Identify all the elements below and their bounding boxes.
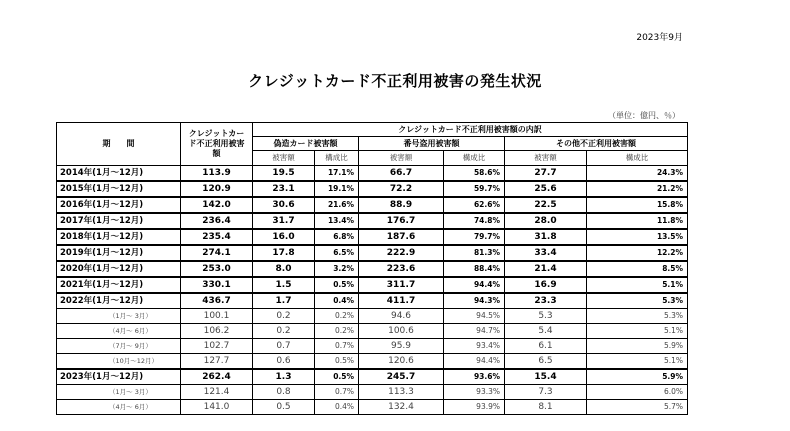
counterfeit-amount: 1.3 — [253, 369, 315, 385]
table-row-quarter — [57, 324, 688, 339]
number-theft-amount: 113.3 — [359, 385, 444, 400]
counterfeit-ratio: 0.5% — [315, 354, 359, 370]
sub-ratio: 構成比 — [587, 151, 688, 166]
other-ratio: 5.7% — [587, 400, 688, 415]
header-period: 期 間 — [57, 123, 181, 166]
period-cell: （1月～ 3月） — [57, 385, 181, 400]
period-cell: 2014年(1月～12月) — [57, 166, 181, 182]
table-row-year — [57, 166, 688, 182]
period-cell: 2018年(1月～12月) — [57, 229, 181, 245]
counterfeit-amount: 1.7 — [253, 293, 315, 309]
other-amount: 6.5 — [505, 354, 587, 370]
counterfeit-ratio: 19.1% — [315, 181, 359, 197]
sub-amount: 被害額 — [359, 151, 444, 166]
header-total: クレジットカード不正利用被害額 — [181, 123, 253, 166]
period-cell: （7月～ 9月） — [57, 339, 181, 354]
total-cell: 141.0 — [181, 400, 253, 415]
number-theft-amount: 72.2 — [359, 181, 444, 197]
table-row-year — [57, 245, 688, 261]
table-row-year — [57, 229, 688, 245]
table-row-quarter — [57, 400, 688, 415]
counterfeit-ratio: 6.5% — [315, 245, 359, 261]
counterfeit-ratio: 0.5% — [315, 277, 359, 293]
other-ratio: 6.0% — [587, 385, 688, 400]
counterfeit-ratio: 0.7% — [315, 385, 359, 400]
period-cell: （4月～ 6月） — [57, 324, 181, 339]
number-theft-ratio: 93.9% — [444, 400, 505, 415]
fraud-damage-table — [56, 122, 688, 415]
number-theft-ratio: 81.3% — [444, 245, 505, 261]
number-theft-amount: 132.4 — [359, 400, 444, 415]
counterfeit-amount: 0.2 — [253, 324, 315, 339]
total-cell: 106.2 — [181, 324, 253, 339]
other-amount: 16.9 — [505, 277, 587, 293]
other-ratio: 5.3% — [587, 293, 688, 309]
number-theft-amount: 120.6 — [359, 354, 444, 370]
total-cell: 236.4 — [181, 213, 253, 229]
period-cell: 2020年(1月～12月) — [57, 261, 181, 277]
report-date: 2023年9月 — [636, 33, 683, 43]
other-amount: 5.4 — [505, 324, 587, 339]
counterfeit-ratio: 0.2% — [315, 309, 359, 324]
table-row-quarter — [57, 339, 688, 354]
number-theft-ratio: 59.7% — [444, 181, 505, 197]
total-cell: 274.1 — [181, 245, 253, 261]
other-ratio: 5.1% — [587, 324, 688, 339]
total-cell: 102.7 — [181, 339, 253, 354]
total-cell: 330.1 — [181, 277, 253, 293]
other-amount: 5.3 — [505, 309, 587, 324]
period-cell: 2021年(1月～12月) — [57, 277, 181, 293]
counterfeit-amount: 8.0 — [253, 261, 315, 277]
other-amount: 31.8 — [505, 229, 587, 245]
total-cell: 142.0 — [181, 197, 253, 213]
other-amount: 7.3 — [505, 385, 587, 400]
table-row-year — [57, 369, 688, 385]
total-cell: 121.4 — [181, 385, 253, 400]
other-ratio: 12.2% — [587, 245, 688, 261]
table-row-year — [57, 213, 688, 229]
counterfeit-amount: 0.5 — [253, 400, 315, 415]
unit-note: （単位：億円、％） — [608, 111, 680, 120]
other-ratio: 5.9% — [587, 339, 688, 354]
counterfeit-amount: 23.1 — [253, 181, 315, 197]
other-ratio: 11.8% — [587, 213, 688, 229]
number-theft-ratio: 79.7% — [444, 229, 505, 245]
other-amount: 21.4 — [505, 261, 587, 277]
number-theft-ratio: 94.3% — [444, 293, 505, 309]
table-row-year — [57, 181, 688, 197]
number-theft-amount: 176.7 — [359, 213, 444, 229]
number-theft-amount: 222.9 — [359, 245, 444, 261]
number-theft-ratio: 88.4% — [444, 261, 505, 277]
other-amount: 22.5 — [505, 197, 587, 213]
other-amount: 23.3 — [505, 293, 587, 309]
counterfeit-ratio: 13.4% — [315, 213, 359, 229]
header-breakdown: クレジットカード不正利用被害額の内訳 — [253, 123, 688, 137]
total-cell: 262.4 — [181, 369, 253, 385]
counterfeit-ratio: 0.2% — [315, 324, 359, 339]
sub-ratio: 構成比 — [444, 151, 505, 166]
number-theft-amount: 95.9 — [359, 339, 444, 354]
number-theft-amount: 88.9 — [359, 197, 444, 213]
other-amount: 6.1 — [505, 339, 587, 354]
total-cell: 127.7 — [181, 354, 253, 370]
total-cell: 100.1 — [181, 309, 253, 324]
table-row-year — [57, 261, 688, 277]
number-theft-ratio: 58.6% — [444, 166, 505, 182]
number-theft-amount: 223.6 — [359, 261, 444, 277]
header-number-theft: 番号盗用被害額 — [359, 137, 505, 151]
period-cell: 2017年(1月～12月) — [57, 213, 181, 229]
period-cell: 2023年(1月～12月) — [57, 369, 181, 385]
table-row-quarter — [57, 385, 688, 400]
number-theft-amount: 66.7 — [359, 166, 444, 182]
counterfeit-amount: 17.8 — [253, 245, 315, 261]
table-row-quarter — [57, 309, 688, 324]
period-cell: （4月～ 6月） — [57, 400, 181, 415]
other-ratio: 8.5% — [587, 261, 688, 277]
counterfeit-ratio: 0.7% — [315, 339, 359, 354]
other-ratio: 5.1% — [587, 354, 688, 370]
number-theft-amount: 94.6 — [359, 309, 444, 324]
period-cell: 2015年(1月～12月) — [57, 181, 181, 197]
number-theft-ratio: 74.8% — [444, 213, 505, 229]
table-row-year — [57, 277, 688, 293]
sub-amount: 被害額 — [253, 151, 315, 166]
counterfeit-amount: 0.7 — [253, 339, 315, 354]
number-theft-ratio: 93.6% — [444, 369, 505, 385]
period-cell: 2022年(1月～12月) — [57, 293, 181, 309]
other-ratio: 13.5% — [587, 229, 688, 245]
counterfeit-ratio: 3.2% — [315, 261, 359, 277]
number-theft-amount: 187.6 — [359, 229, 444, 245]
counterfeit-amount: 0.8 — [253, 385, 315, 400]
number-theft-ratio: 62.6% — [444, 197, 505, 213]
other-ratio: 5.1% — [587, 277, 688, 293]
other-amount: 8.1 — [505, 400, 587, 415]
number-theft-ratio: 93.4% — [444, 339, 505, 354]
counterfeit-ratio: 6.8% — [315, 229, 359, 245]
number-theft-amount: 311.7 — [359, 277, 444, 293]
table-row-quarter — [57, 354, 688, 370]
period-cell: （10月～12月） — [57, 354, 181, 370]
other-ratio: 15.8% — [587, 197, 688, 213]
other-ratio: 21.2% — [587, 181, 688, 197]
other-amount: 33.4 — [505, 245, 587, 261]
total-cell: 235.4 — [181, 229, 253, 245]
total-cell: 120.9 — [181, 181, 253, 197]
sub-amount: 被害額 — [505, 151, 587, 166]
other-amount: 25.6 — [505, 181, 587, 197]
counterfeit-ratio: 0.4% — [315, 400, 359, 415]
number-theft-ratio: 94.7% — [444, 324, 505, 339]
other-amount: 28.0 — [505, 213, 587, 229]
total-cell: 113.9 — [181, 166, 253, 182]
counterfeit-amount: 0.6 — [253, 354, 315, 370]
page-title: クレジットカード不正利用被害の発生状況 — [248, 72, 542, 90]
counterfeit-ratio: 0.5% — [315, 369, 359, 385]
header-other: その他不正利用被害額 — [505, 137, 688, 151]
table-row-year — [57, 293, 688, 309]
other-amount: 15.4 — [505, 369, 587, 385]
number-theft-amount: 411.7 — [359, 293, 444, 309]
counterfeit-amount: 1.5 — [253, 277, 315, 293]
counterfeit-amount: 31.7 — [253, 213, 315, 229]
number-theft-ratio: 93.3% — [444, 385, 505, 400]
period-cell: 2019年(1月～12月) — [57, 245, 181, 261]
counterfeit-amount: 16.0 — [253, 229, 315, 245]
other-ratio: 5.3% — [587, 309, 688, 324]
table-row-year — [57, 197, 688, 213]
period-cell: （1月～ 3月） — [57, 309, 181, 324]
number-theft-ratio: 94.5% — [444, 309, 505, 324]
counterfeit-ratio: 17.1% — [315, 166, 359, 182]
number-theft-amount: 245.7 — [359, 369, 444, 385]
sub-ratio: 構成比 — [315, 151, 359, 166]
total-cell: 253.0 — [181, 261, 253, 277]
number-theft-ratio: 94.4% — [444, 277, 505, 293]
counterfeit-amount: 19.5 — [253, 166, 315, 182]
counterfeit-amount: 30.6 — [253, 197, 315, 213]
counterfeit-ratio: 0.4% — [315, 293, 359, 309]
other-ratio: 24.3% — [587, 166, 688, 182]
other-ratio: 5.9% — [587, 369, 688, 385]
number-theft-ratio: 94.4% — [444, 354, 505, 370]
other-amount: 27.7 — [505, 166, 587, 182]
total-cell: 436.7 — [181, 293, 253, 309]
counterfeit-amount: 0.2 — [253, 309, 315, 324]
number-theft-amount: 100.6 — [359, 324, 444, 339]
period-cell: 2016年(1月～12月) — [57, 197, 181, 213]
header-counterfeit: 偽造カード被害額 — [253, 137, 359, 151]
counterfeit-ratio: 21.6% — [315, 197, 359, 213]
